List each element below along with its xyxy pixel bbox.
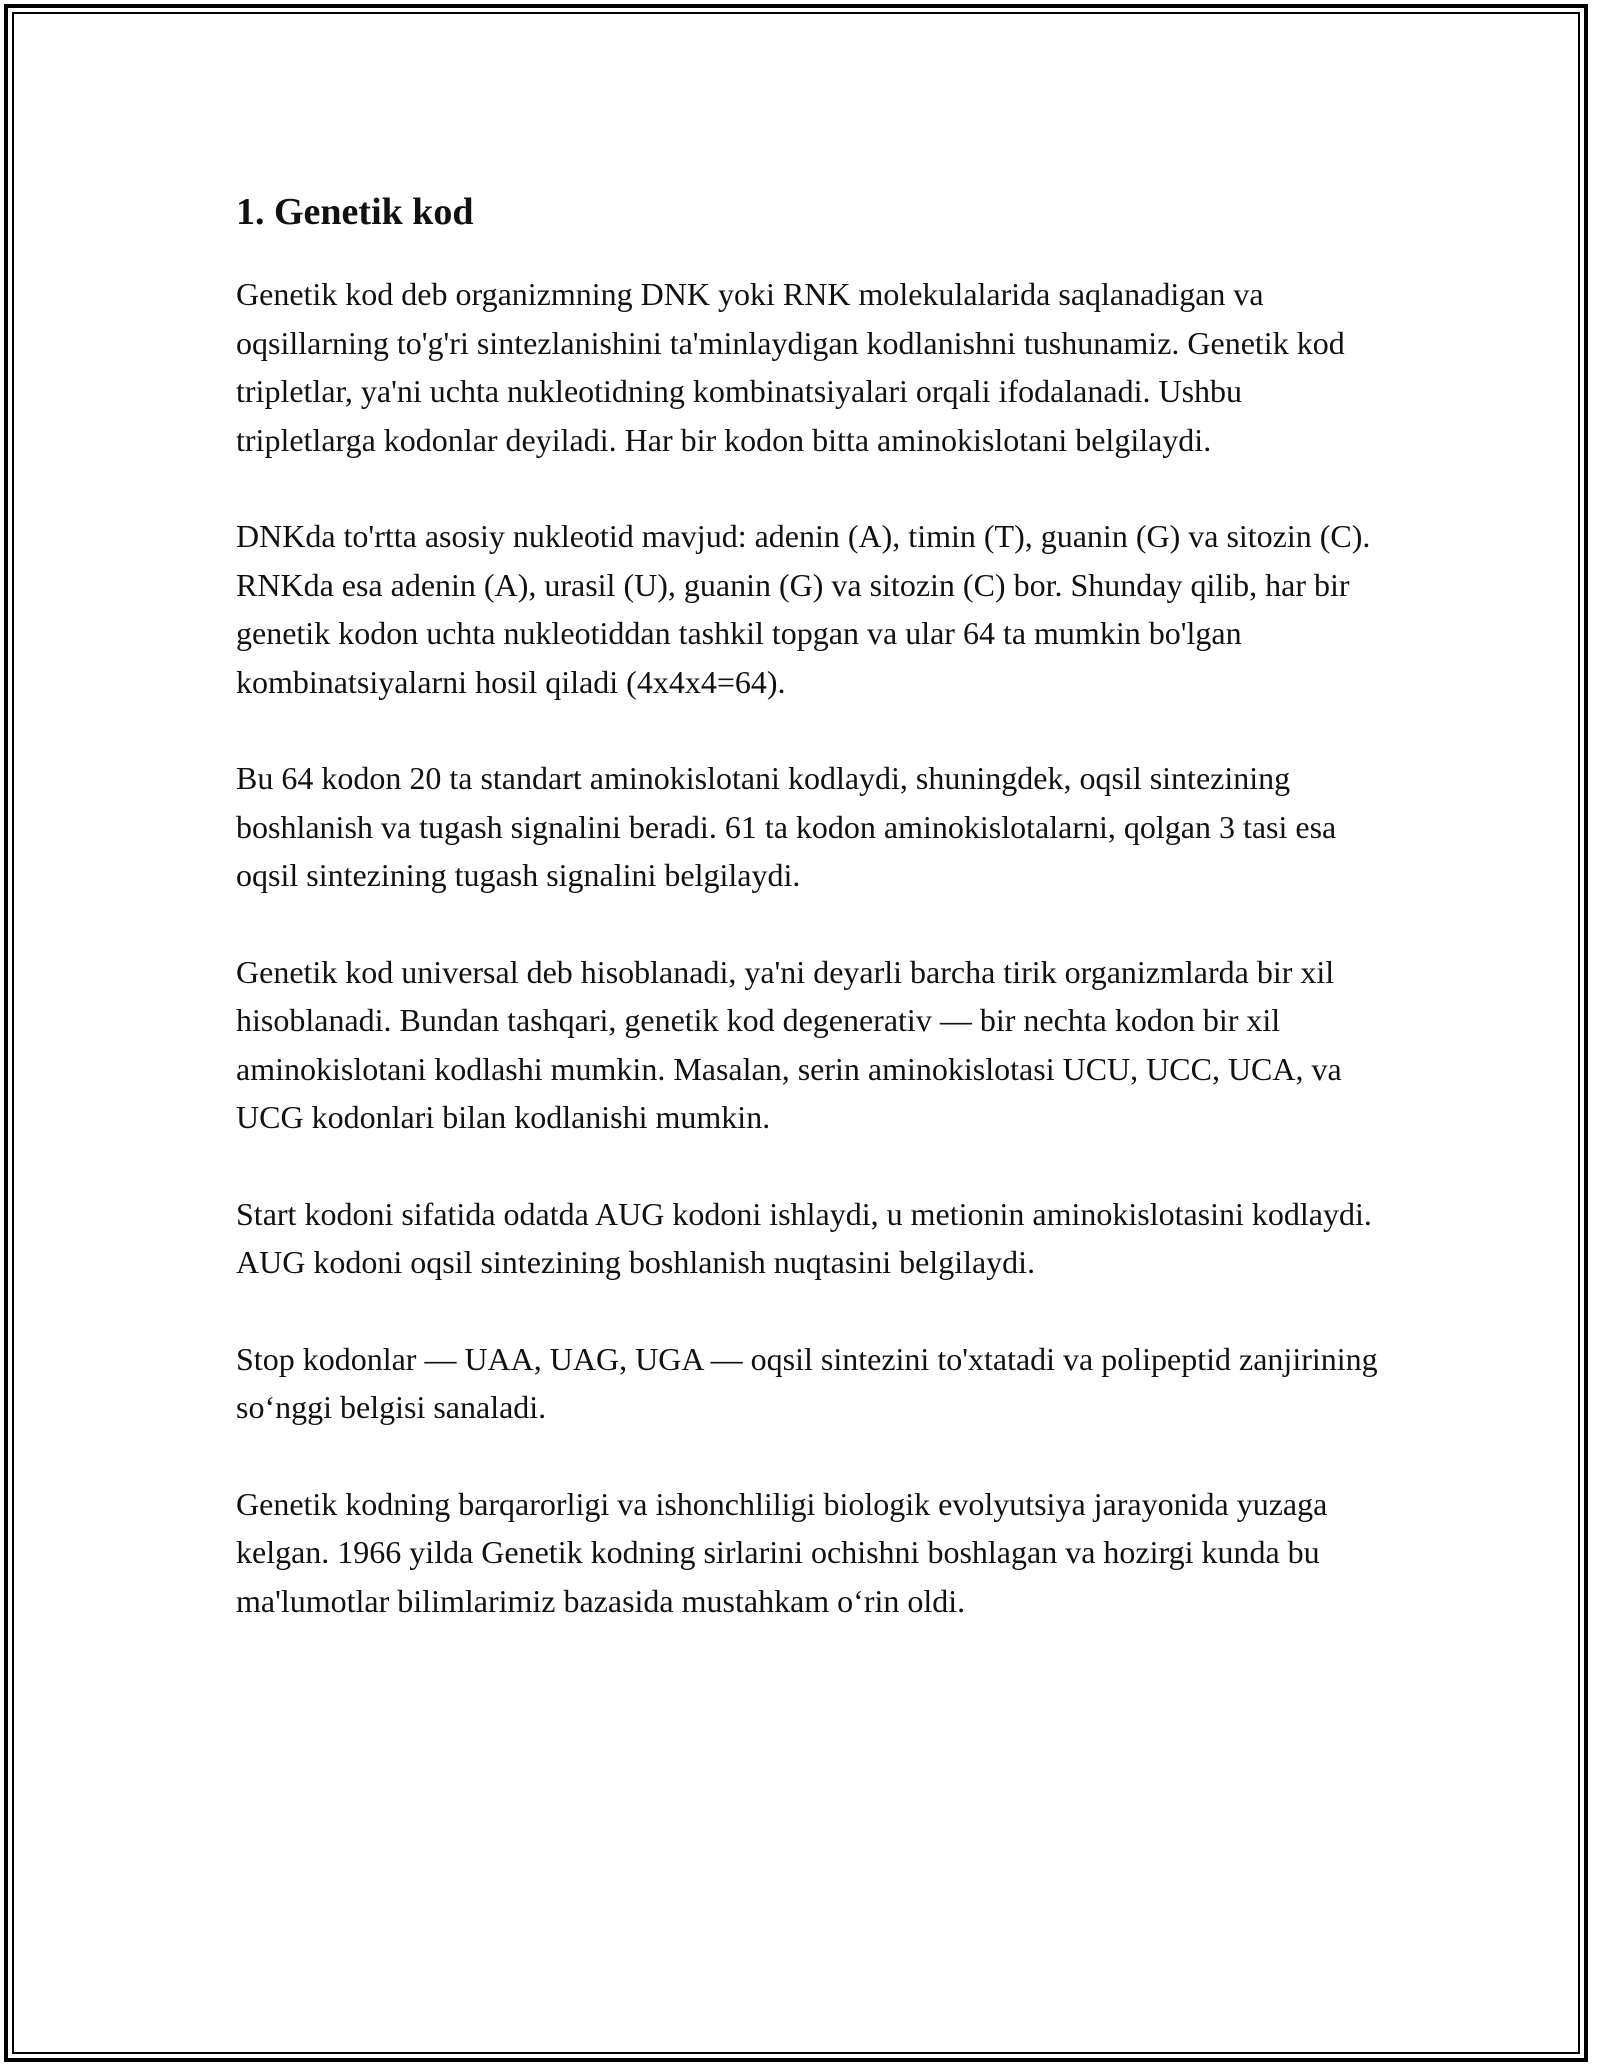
paragraph-codon-count: Bu 64 kodon 20 ta standart aminokislotani kodlaydi, shuningdek, oqsil sintezining boshlanish va tugash signalini beradi. 61 ta kodon aminokislotalarni, qolgan 3 tasi esa oqsil sintezining tugash signalini belgilaydi. [236,760,1337,893]
paragraph-genetic-code-definition: Genetik kod deb organizmning DNK yoki RNK molekulalarida saqlanadigan va oqsillarning to'g'ri sintezlanishini ta'minlaydigan kodlanishni tushunamiz. Genetik kod tripletlar, ya'ni uchta nukleotidning kombinatsiyalari orqali ifodalanadi. Ushbu tripletlarga kodonlar deyiladi. Har bir kodon bitta aminokislotani belgilaydi. [236,276,1345,458]
paragraph-nucleotides: DNKda to'rtta asosiy nukleotid mavjud: adenin (A), timin (T), guanin (G) va sitozin (C). RNKda esa adenin (A), urasil (U), guanin (G) va sitozin (C) bor. Shunday qilib, har bir genetik kodon uchta nukleotiddan tashkil topgan va ular 64 ta mumkin bo'lgan kombinatsiyalarni hosil qiladi (4x4x4=64). [236,518,1371,700]
section-title: 1. Genetik kod [236,191,474,233]
document-body [236,186,1386,1673]
paragraph-stop-codons: Stop kodonlar — UAA, UAG, UGA — oqsil sintezini to'xtatadi va polipeptid zanjirining so‘nggi belgisi sanaladi. [236,1340,1378,1425]
paragraph-start-codon: Start kodoni sifatida odatda AUG kodoni ishlaydi, u metionin aminokislotasini kodlaydi. AUG kodoni oqsil sintezining boshlanish nuqtasini belgilaydi. [236,1195,1372,1280]
paragraph-universality: Genetik kod universal deb hisoblanadi, ya'ni deyarli barcha tirik organizmlarda bir xil hisoblanadi. Bundan tashqari, genetik kod degenerativ — bir nechta kodon bir xil aminokislotani kodlashi mumkin. Masalan, serin aminokislotasi UCU, UCC, UCA, va UCG kodonlari bilan kodlanishi mumkin. [236,953,1342,1135]
paragraph-stability: Genetik kodning barqarorligi va ishonchliligi biologik evolyutsiya jarayonida yuzaga kelgan. 1966 yilda Genetik kodning sirlarini ochishni boshlagan va hozirgi kunda bu ma'lumotlar bilimlarimiz bazasida mustahkam o‘rin oldi. [236,1485,1328,1619]
